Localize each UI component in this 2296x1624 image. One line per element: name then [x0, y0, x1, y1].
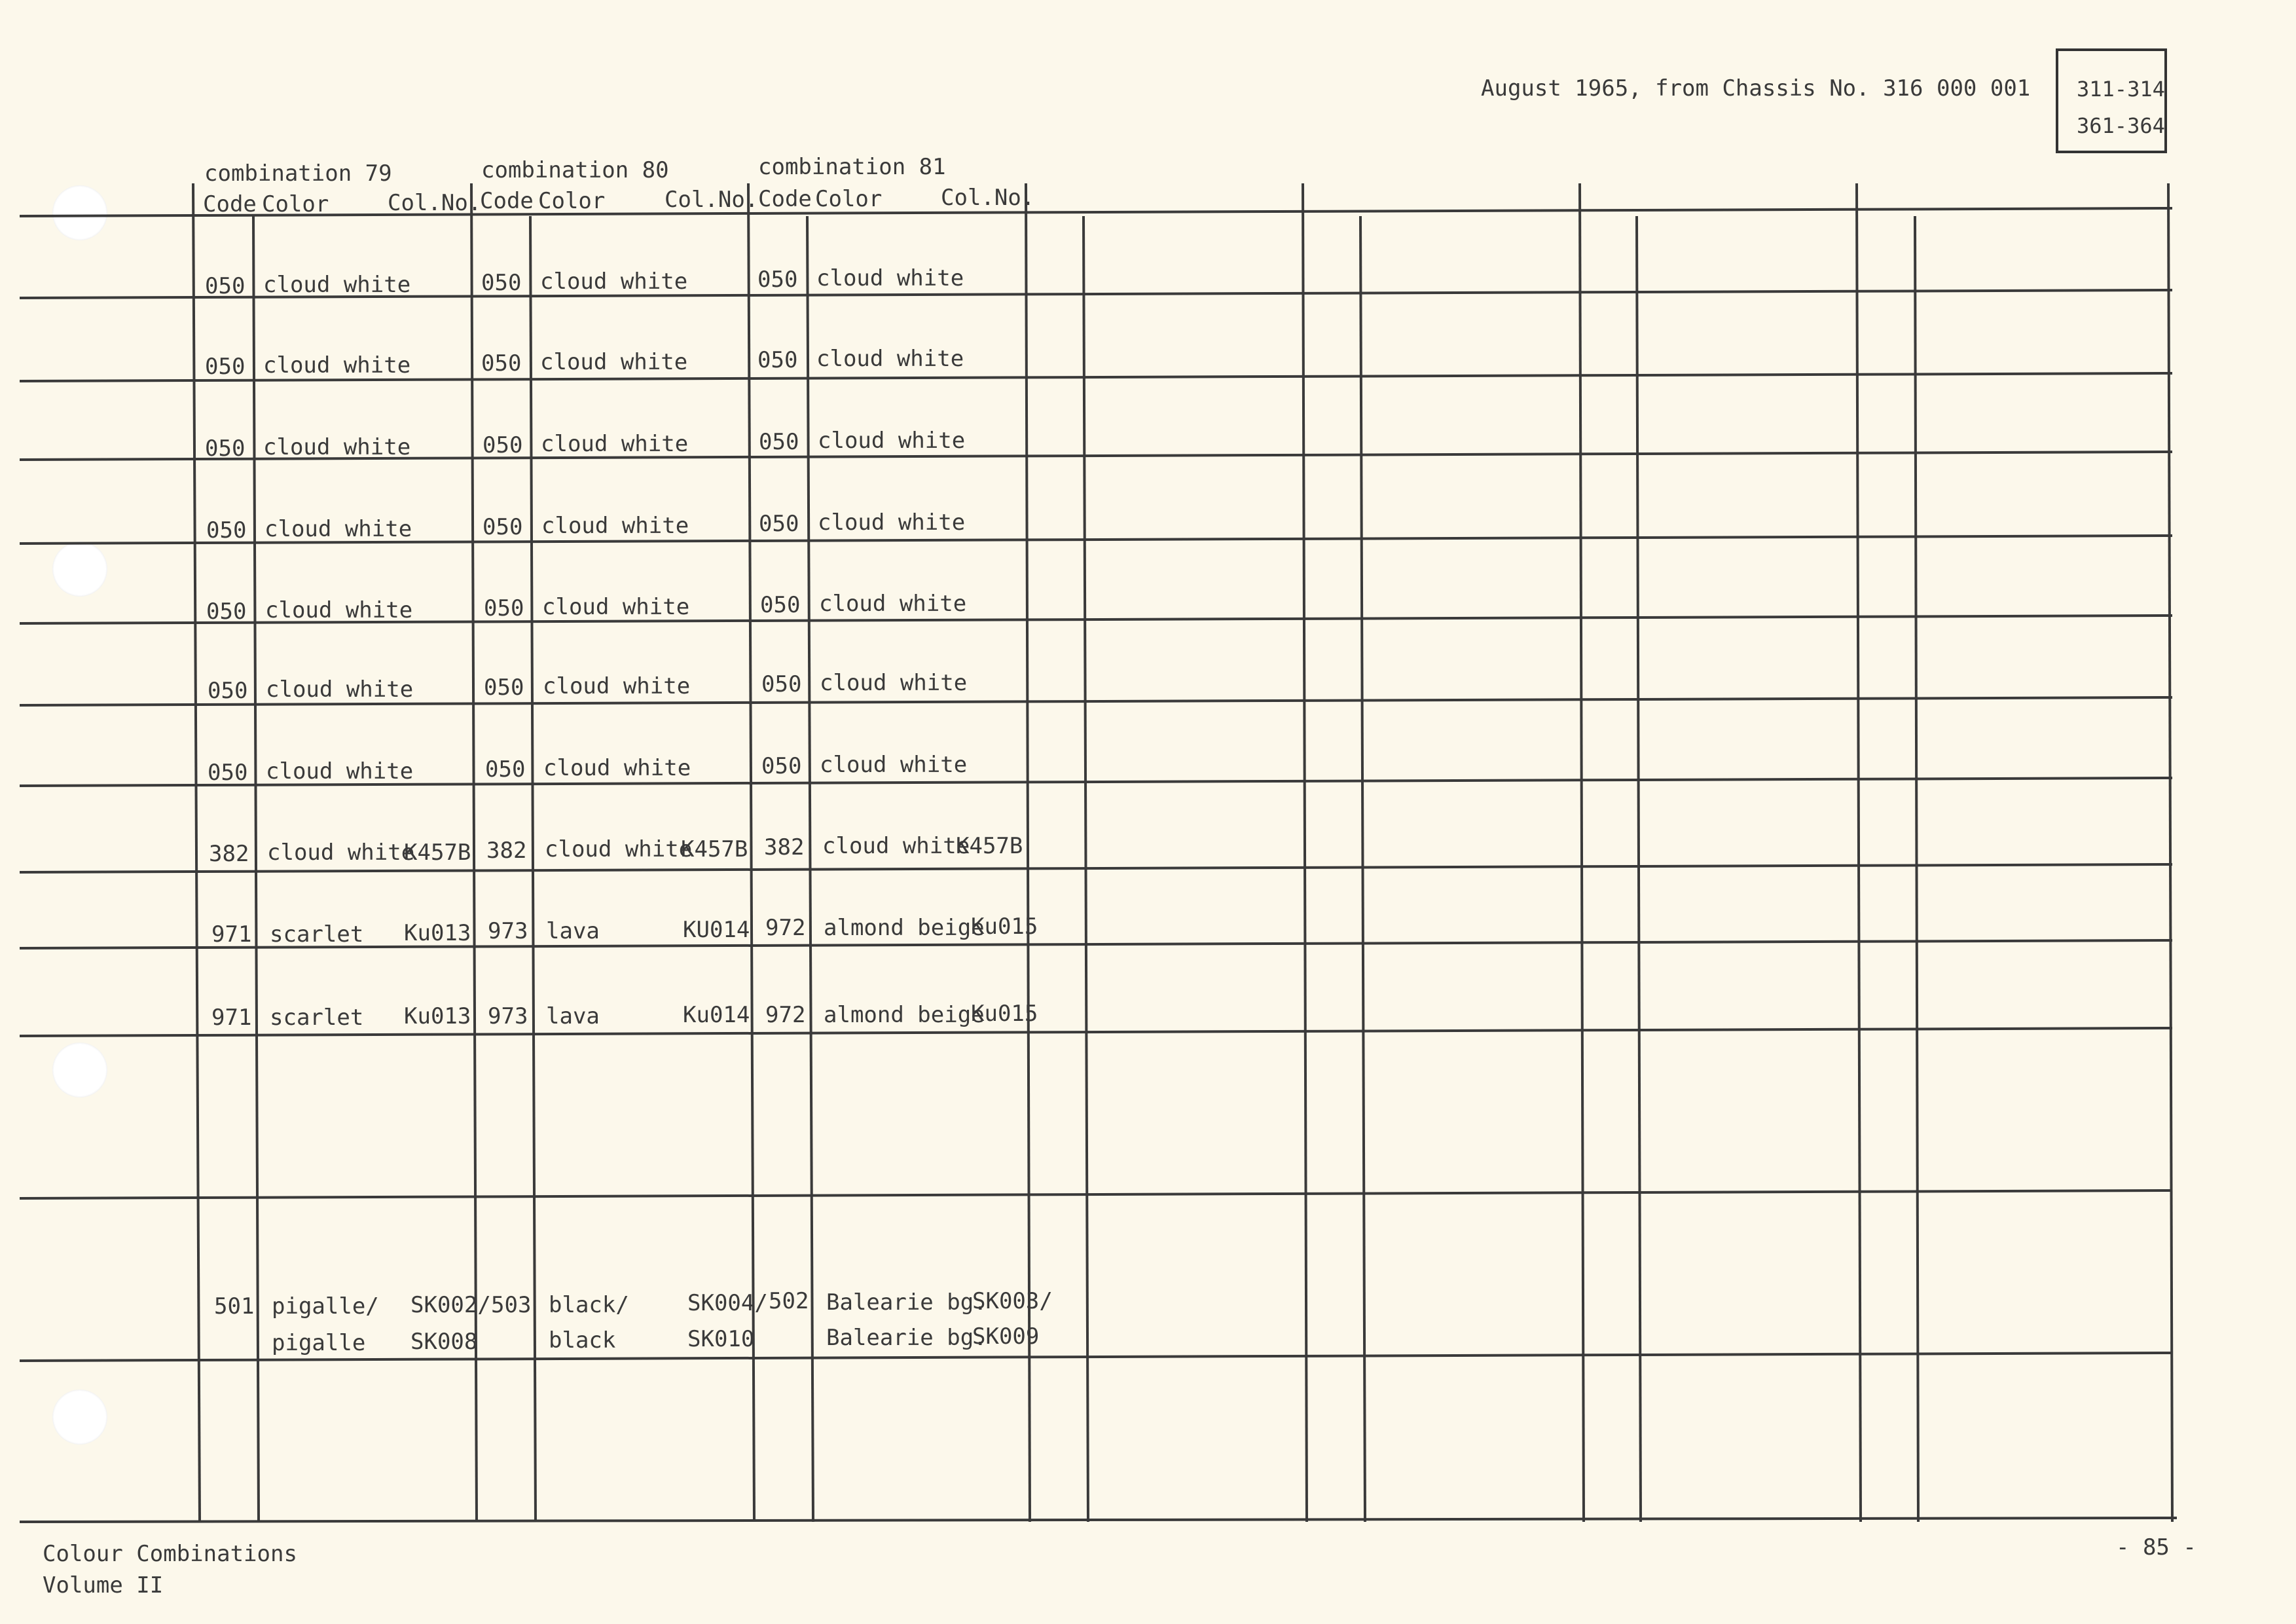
color-cell: cloud white — [265, 597, 413, 623]
code-cell: 050 — [483, 432, 523, 458]
color-cell: cloud white — [263, 352, 411, 378]
color-heading: Color — [538, 188, 606, 214]
color-cell: cloud white — [820, 670, 968, 696]
color-cell: cloud white — [266, 676, 414, 703]
code-cell: 971 — [211, 1005, 252, 1031]
color-cell: almond beige — [824, 1002, 985, 1028]
code-cell: 973 — [488, 1003, 528, 1029]
code-cell: 050 — [206, 599, 247, 625]
color-cell: lava — [546, 918, 600, 944]
color-cell: cloud white — [263, 434, 411, 460]
colno-cell: SK004/ — [687, 1290, 768, 1316]
color-cell: pigalle — [272, 1330, 366, 1356]
footer-volume: Volume II — [43, 1572, 164, 1598]
colno-cell: Ku014 — [683, 1002, 750, 1028]
code-cell: 050 — [757, 347, 798, 373]
colno-cell: SK003/ — [972, 1288, 1053, 1314]
color-cell: cloud white — [819, 591, 967, 617]
colno-heading: Col.No. — [388, 190, 482, 216]
code-cell: 050 — [205, 273, 246, 299]
code-cell: 050 — [481, 350, 522, 377]
code-cell: 502 — [769, 1288, 809, 1314]
code-cell: 050 — [485, 756, 526, 783]
code-heading: Code — [758, 186, 812, 212]
color-cell: cloud white — [545, 836, 693, 862]
code-cell: 050 — [761, 671, 802, 697]
colno-cell: KU014 — [683, 917, 750, 943]
code-cell: 382 — [486, 838, 527, 864]
colno-cell: SK008 — [410, 1329, 478, 1355]
combination-title: combination 80 — [481, 157, 669, 183]
color-cell: cloud white — [820, 752, 968, 778]
model-numbers-line-1: 311-314 — [2077, 77, 2165, 101]
code-cell: 050 — [481, 270, 522, 296]
code-cell: 050 — [205, 354, 246, 380]
color-cell: Balearie bg. — [826, 1325, 987, 1351]
code-heading: Code — [203, 191, 257, 217]
color-cell: black/ — [549, 1292, 629, 1318]
code-cell: 050 — [483, 514, 523, 540]
code-heading: Code — [480, 188, 534, 214]
code-cell: 501 — [214, 1293, 255, 1320]
color-cell: cloud white — [264, 516, 412, 542]
colno-cell: Ku013 — [404, 920, 471, 946]
colno-cell: Ku015 — [971, 1001, 1038, 1027]
code-cell: 973 — [488, 918, 528, 944]
color-cell: cloud white — [543, 755, 691, 781]
color-cell: lava — [546, 1003, 600, 1029]
code-cell: 971 — [211, 921, 252, 948]
color-cell: cloud white — [542, 594, 690, 620]
colno-cell: SK010 — [687, 1326, 755, 1352]
code-cell: 050 — [759, 511, 799, 537]
colno-cell: K457B — [681, 836, 748, 862]
colno-cell: Ku013 — [404, 1003, 471, 1029]
model-number-box — [2056, 48, 2167, 153]
code-cell: 503 — [491, 1292, 532, 1318]
color-cell: cloud white — [263, 272, 411, 298]
code-cell: 050 — [208, 760, 248, 786]
code-cell: 050 — [208, 678, 248, 704]
color-cell: Balearie bg. — [826, 1289, 987, 1316]
code-cell: 050 — [761, 753, 802, 779]
colno-cell: SK009 — [972, 1323, 1040, 1350]
colno-cell: Ku015 — [971, 913, 1038, 940]
color-cell: cloud white — [541, 513, 689, 539]
color-cell: cloud white — [267, 840, 415, 866]
model-numbers-line-2: 361-364 — [2077, 113, 2165, 138]
colno-cell: SK002/ — [410, 1292, 491, 1318]
code-cell: 382 — [209, 841, 249, 867]
color-cell: cloud white — [541, 431, 689, 457]
color-cell: pigalle/ — [272, 1293, 379, 1320]
code-cell: 050 — [205, 435, 246, 462]
color-cell: almond beige — [824, 915, 985, 941]
code-cell: 050 — [760, 592, 801, 618]
color-cell: cloud white — [818, 428, 966, 454]
colno-heading: Col.No. — [941, 185, 1035, 211]
color-cell: cloud white — [816, 265, 964, 291]
combination-title: combination 81 — [758, 154, 946, 180]
code-cell: 050 — [484, 595, 524, 621]
color-heading: Color — [262, 191, 329, 217]
color-cell: cloud white — [540, 349, 688, 375]
code-cell: 972 — [765, 1002, 806, 1028]
colno-cell: K457B — [956, 833, 1023, 859]
combination-title: combination 79 — [204, 160, 392, 187]
code-cell: 050 — [206, 517, 247, 544]
colno-heading: Col.No. — [665, 187, 759, 213]
code-cell: 382 — [764, 834, 805, 860]
colno-cell: K457B — [404, 840, 471, 866]
code-cell: 050 — [484, 674, 524, 701]
color-cell: cloud white — [266, 758, 414, 784]
color-heading: Color — [815, 186, 883, 212]
color-cell: black — [549, 1327, 616, 1354]
code-cell: 050 — [757, 267, 798, 293]
footer-title: Colour Combinations — [43, 1541, 297, 1567]
code-cell: 972 — [765, 915, 806, 941]
color-cell: cloud white — [822, 833, 970, 859]
code-cell: 050 — [759, 429, 799, 455]
color-cell: cloud white — [543, 673, 691, 699]
color-cell: cloud white — [540, 268, 688, 295]
color-cell: scarlet — [270, 1005, 364, 1031]
page-number: - 85 - — [2116, 1534, 2196, 1560]
color-cell: cloud white — [818, 509, 966, 536]
color-cell: scarlet — [270, 921, 364, 948]
date-chassis-note: August 1965, from Chassis No. 316 000 001 — [1481, 75, 2031, 101]
color-cell: cloud white — [816, 346, 964, 372]
